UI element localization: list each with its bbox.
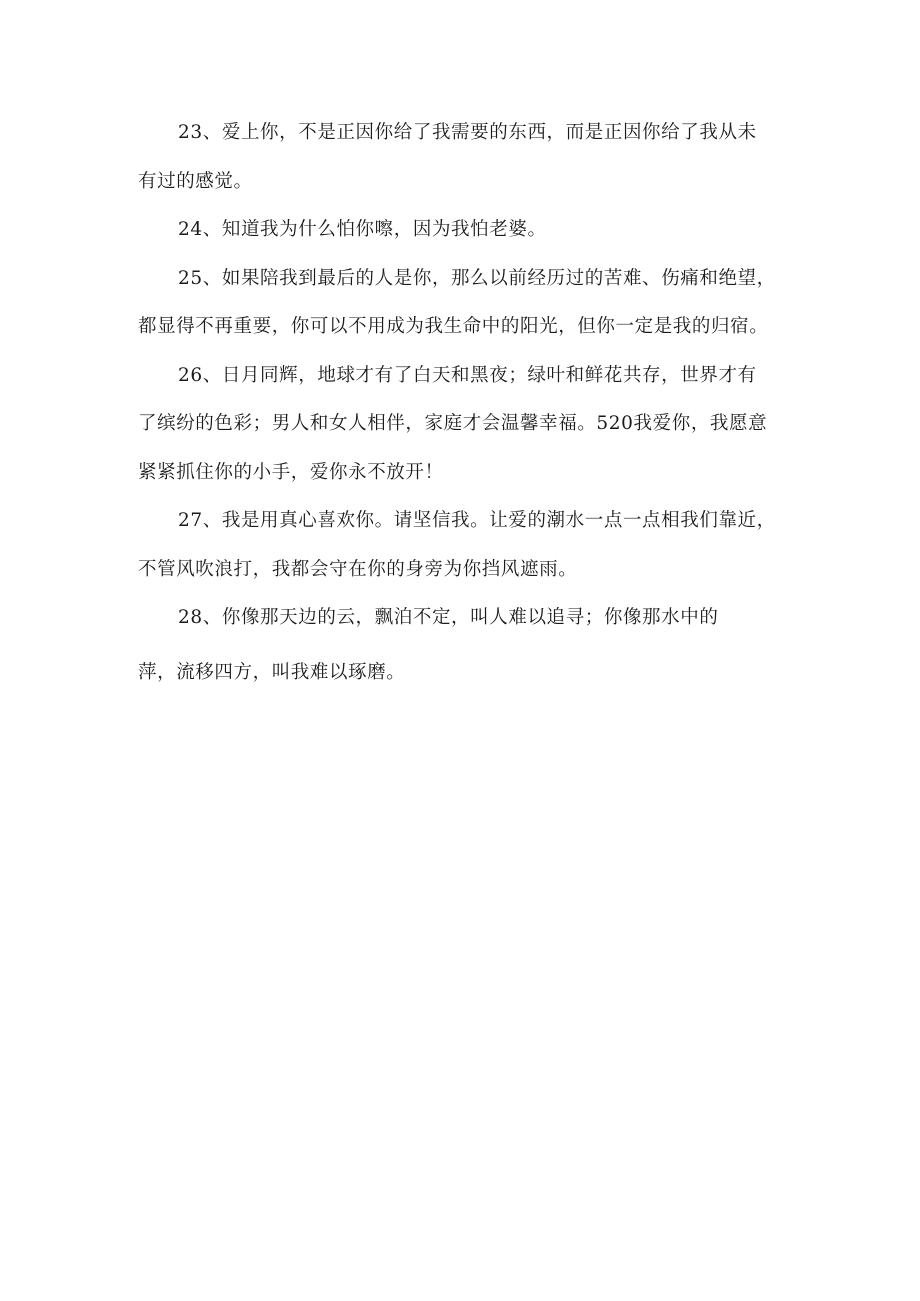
- paragraph-23-line-2: 有过的感觉。: [138, 171, 253, 192]
- paragraph-26-line-3: 紧紧抓住你的小手，爱你永不放开！: [138, 462, 444, 483]
- paragraph-27-line-2: 不管风吹浪打，我都会守在你的身旁为你挡风遮雨。: [138, 559, 578, 580]
- paragraph-28-line-2: 萍，流移四方，叫我难以琢磨。: [138, 662, 406, 683]
- paragraph-27-line-1: 27、我是用真心喜欢你。请坚信我。让爱的潮水一点一点相我们靠近，: [178, 510, 776, 531]
- paragraph-25-line-2: 都显得不再重要，你可以不用成为我生命中的阳光，但你一定是我的归宿。: [138, 316, 769, 337]
- paragraph-26-line-1: 26、日月同辉，地球才有了白天和黑夜；绿叶和鲜花共存，世界才有: [178, 365, 757, 386]
- paragraph-28-line-1: 28、你像那天边的云，飘泊不定，叫人难以追寻；你像那水中的: [178, 607, 719, 628]
- paragraph-26-line-2: 了缤纷的色彩；男人和女人相伴，家庭才会温馨幸福。520我爱你，我愿意: [138, 413, 768, 434]
- paragraph-24-line-1: 24、知道我为什么怕你嚓，因为我怕老婆。: [178, 219, 547, 240]
- paragraph-23-line-1: 23、爱上你，不是正因你给了我需要的东西，而是正因你给了我从未: [178, 122, 757, 143]
- paragraph-25-line-1: 25、如果陪我到最后的人是你，那么以前经历过的苦难、伤痛和绝望，: [178, 268, 776, 289]
